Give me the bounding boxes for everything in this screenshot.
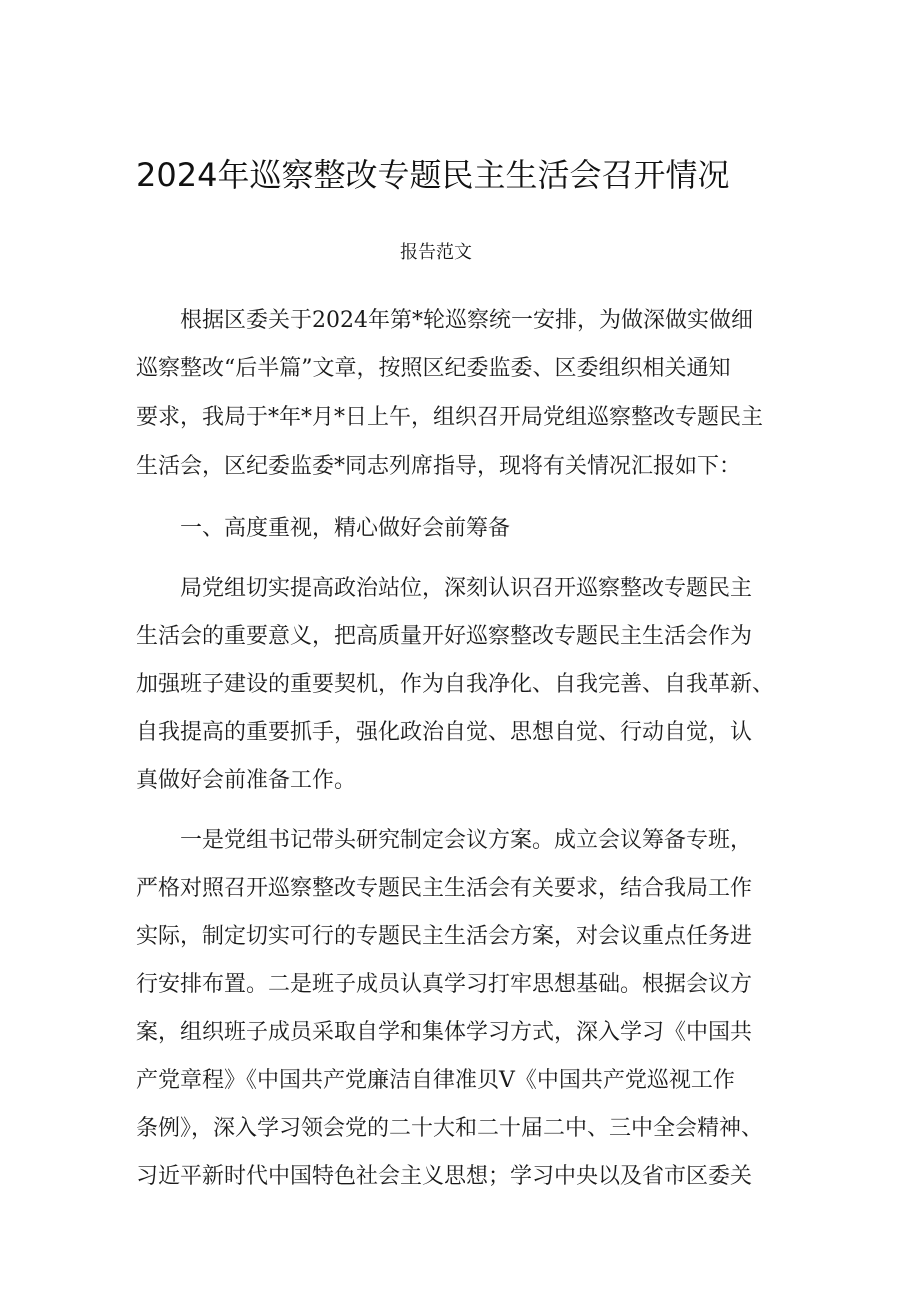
- body-line: 产党章程》《中国共产党廉洁自律准贝V《中国共产党巡视工作: [136, 1068, 735, 1093]
- body-line: 自我提高的重要抓手，强化政治自觉、思想自觉、行动自觉，认: [136, 720, 753, 745]
- section-heading: 一、高度重视，精心做好会前筹备: [180, 516, 511, 541]
- body-line: 局党组切实提高政治站位，深刻认识召开巡察整改专题民主: [180, 576, 753, 601]
- body-line: 巡察整改“后半篇”文章，按照区纪委监委、区委组织相关通知: [136, 356, 731, 381]
- body-line: 生活会的重要意义，把高质量开好巡察整改专题民主生活会作为: [136, 624, 753, 649]
- document-title-line1: 2024年巡察整改专题民主生活会召开情况: [136, 156, 730, 194]
- body-line: 真做好会前准备工作。: [136, 768, 357, 793]
- body-line: 严格对照召开巡察整改专题民主生活会有关要求，结合我局工作: [136, 876, 753, 901]
- body-line: 加强班子建设的重要契机，作为自我净化、自我完善、自我革新、: [136, 672, 775, 697]
- body-line: 条例》，深入学习领会党的二十大和二十届二中、三中全会精神、: [136, 1116, 764, 1141]
- body-line: 根据区委关于2024年第*轮巡察统一安排，为做深做实做细: [180, 308, 753, 333]
- body-line: 习近平新时代中国特色社会主义思想；学习中央以及省市区委关: [136, 1164, 753, 1189]
- document-title-line2: 报告范文: [400, 242, 472, 263]
- body-line: 生活会，区纪委监委*同志列席指导，现将有关情况汇报如下：: [136, 454, 742, 479]
- body-line: 要求，我局于*年*月*日上午，组织召开局党组巡察整改专题民主: [136, 405, 764, 430]
- body-line: 实际，制定切实可行的专题民主生活会方案，对会议重点任务进: [136, 924, 753, 949]
- body-line: 行安排布置。二是班子成员认真学习打牢思想基础。根据会议方: [136, 972, 753, 997]
- body-line: 案，组织班子成员采取自学和集体学习方式，深入学习《中国共: [136, 1020, 753, 1045]
- body-line: 一是党组书记带头研究制定会议方案。成立会议筹备专班，: [180, 828, 753, 853]
